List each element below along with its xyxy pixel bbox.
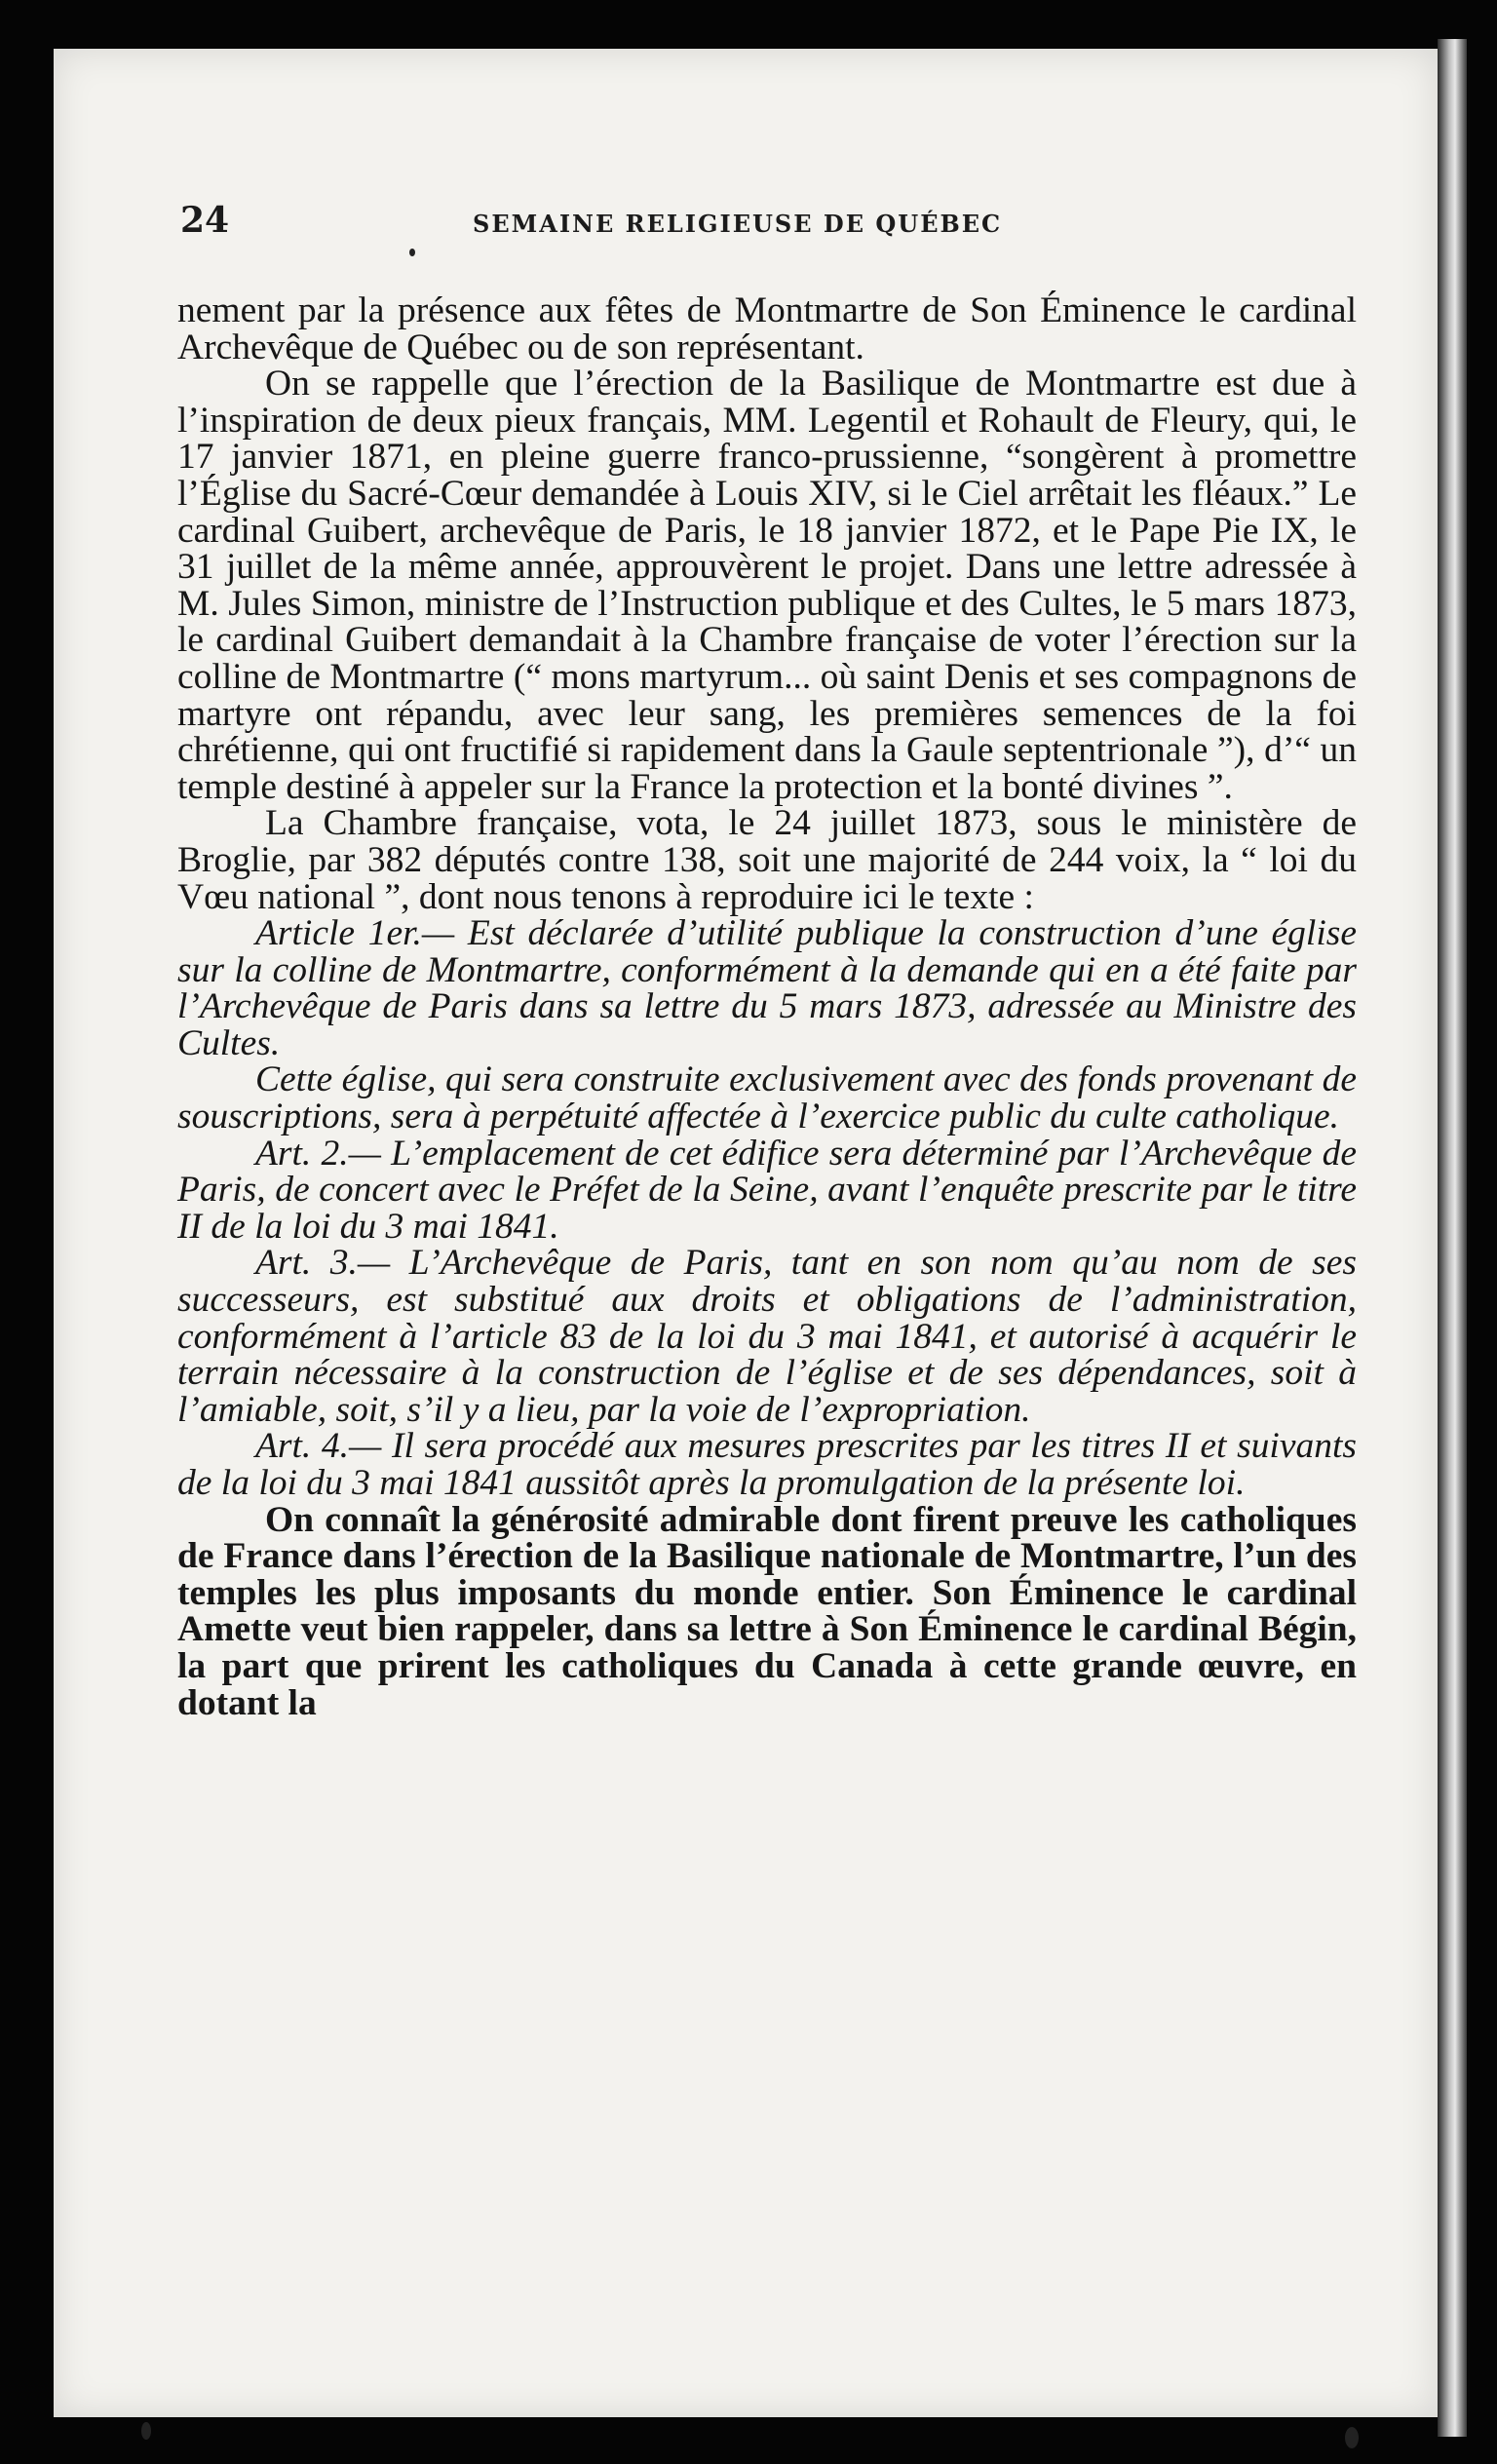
page-edge: [1438, 39, 1467, 2437]
law-article: Art. 3.— L’Archevêque de Paris, tant en son nom qu’au nom de ses successeurs, est substitué aux droits et obligations de l’administration, conformément à l’article 83 de la loi du 3 mai 1841, et autorisé à acquérir le terrain nécessaire à la construction de l’église et de ses dépendances, soit à l’amiable, soit, s’il y a lieu, par la voie de l’expropriation.: [177, 1243, 1357, 1430]
law-article: Cette église, qui sera construite exclusivement avec des fonds provenant de souscriptions, sera à perpétuité affectée à l’exercice public du culte catholique.: [177, 1059, 1357, 1137]
law-article: Article 1er.— Est déclarée d’utilité publique la construction d’une église sur la colline de Montmartre, conformément à la demande qui en a été faite par l’Archevêque de Paris dans sa lettre du 5 mars 1873, adressée au Ministre des Cultes.: [177, 913, 1357, 1063]
page-number: 24: [180, 200, 230, 241]
body-text: [177, 292, 1357, 1721]
page-header: [180, 200, 1350, 249]
paragraph: La Chambre française, vota, le 24 juillet 1873, sous le ministère de Broglie, par 382 députés contre 138, soit une majorité de 244 voix, la “ loi du Vœu national ”, dont nous tenons à reproduire ici le texte :: [177, 803, 1357, 917]
paragraph: nement par la présence aux fêtes de Montmartre de Son Éminence le cardinal Archevêque de Québec ou de son représentant.: [177, 290, 1357, 367]
law-article: Art. 2.— L’emplacement de cet édifice sera déterminé par l’Archevêque de Paris, de concert avec le Préfet de la Seine, avant l’enquête prescrite par le titre II de la loi du 3 mai 1841.: [177, 1133, 1357, 1247]
paragraph: On se rappelle que l’érection de la Basilique de Montmartre est due à l’inspiration de deux pieux français, MM. Legentil et Rohault de Fleury, qui, le 17 janvier 1871, en pleine guerre franco-prussienne, “songèrent à promettre l’Église du Sacré-Cœur demandée à Louis XIV, si le Ciel arrêtait les fléaux.” Le cardinal Guibert, archevêque de Paris, le 18 janvier 1872, et le Pape Pie IX, le 31 juillet de la même année, approuvèrent le projet. Dans une lettre adressée à M. Jules Simon, ministre de l’Instruction publique et des Cultes, le 5 mars 1873, le cardinal Guibert demandait à la Chambre française de voter l’érection sur la colline de Montmartre (“ mons martyrum... où saint Denis et ses compagnons de martyre ont répandu, avec leur sang, les premières semences de la foi chrétienne, qui ont fructifié si rapidement dans la Gaule septentrionale ”), d’“ un temple destiné à appeler sur la France la protection et la bonté divines ”.: [177, 364, 1357, 807]
ink-speck: [141, 2422, 151, 2440]
ink-speck: [1345, 2427, 1359, 2448]
ink-speck: [409, 249, 415, 256]
running-head: SEMAINE RELIGIEUSE DE QUÉBEC: [473, 210, 1003, 238]
paragraph: On connaît la générosité admirable dont firent preuve les catholiques de France dans l’érection de la Basilique nationale de Montmartre, l’un des temples les plus imposants du monde entier. Son Éminence le cardinal Amette veut bien rappeler, dans sa lettre à Son Éminence le cardinal Bégin, la part que prirent les catholiques du Canada à cette grande œuvre, en dotant la: [177, 1499, 1357, 1723]
law-article: Art. 4.— Il sera procédé aux mesures prescrites par les titres II et suivants de la loi du 3 mai 1841 aussitôt après la promulgation de la présente loi.: [177, 1426, 1357, 1503]
